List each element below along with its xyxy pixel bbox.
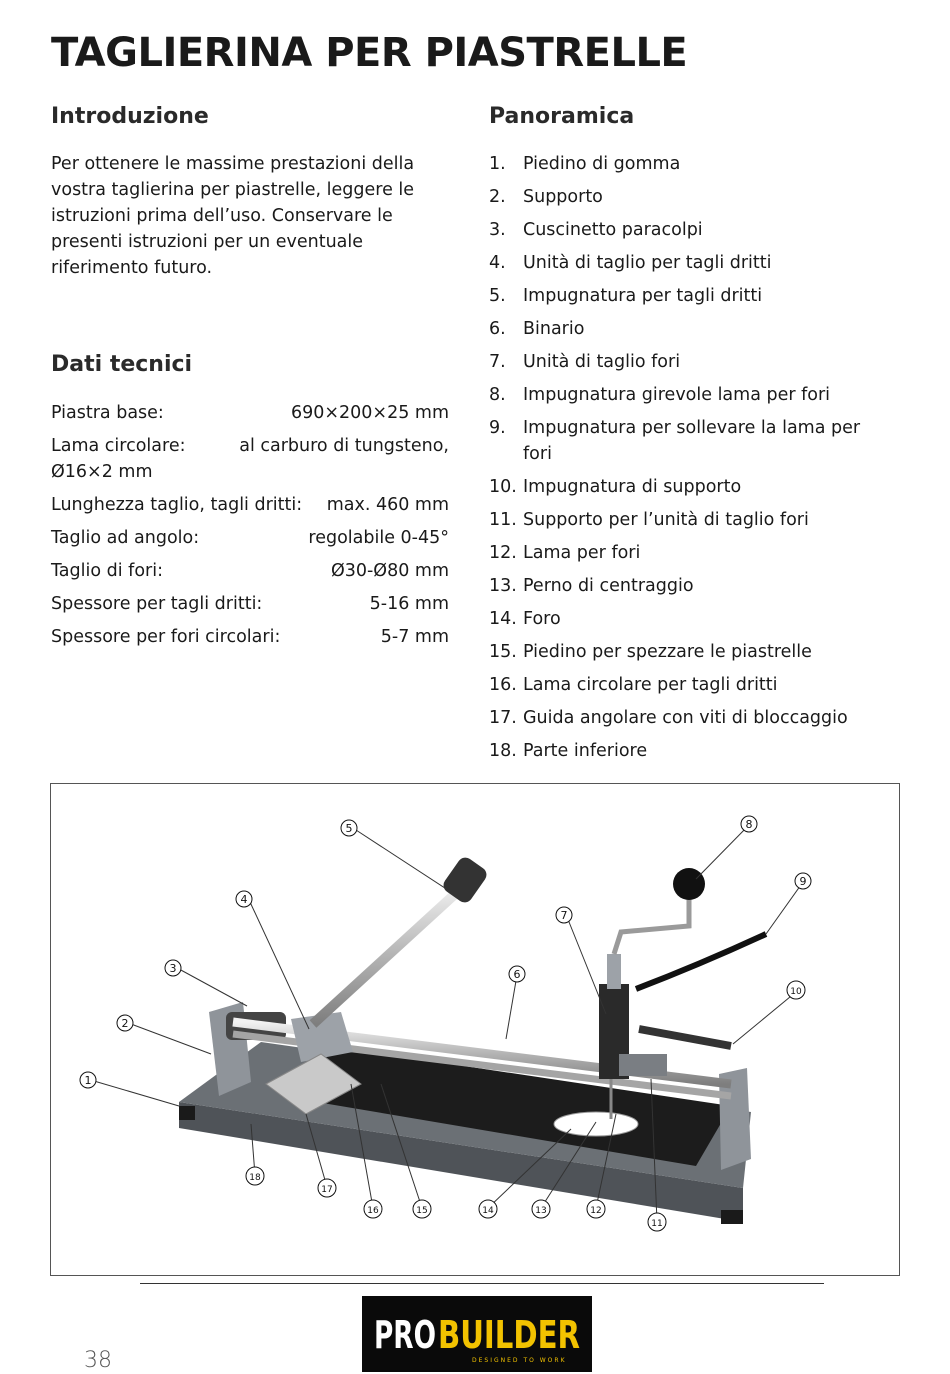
list-item: 4. Unità di taglio per tagli dritti xyxy=(489,253,772,273)
spec-label: Spessore per tagli dritti: xyxy=(51,594,263,614)
callout-16 xyxy=(364,1200,382,1218)
probuilder-logo xyxy=(362,1296,592,1372)
list-item: 9. Impugnatura per sollevare la lama per fori xyxy=(489,418,861,464)
spec-value: Ø30-Ø80 mm xyxy=(330,561,449,581)
rubber-foot xyxy=(179,1106,195,1120)
spec-value: 5-7 mm xyxy=(380,627,449,647)
callout-5 xyxy=(341,820,357,836)
spec-row xyxy=(51,433,449,485)
svg-text:10: 10 xyxy=(790,987,802,997)
logo-text-pro: PRO xyxy=(374,1313,436,1357)
callout-15 xyxy=(413,1200,431,1218)
list-item: 18. Parte inferiore xyxy=(489,741,648,761)
spec-label: Piastra base: xyxy=(51,403,164,423)
intro-heading: Introduzione xyxy=(51,104,209,129)
svg-text:18: 18 xyxy=(249,1173,261,1183)
callout-8 xyxy=(741,816,757,832)
svg-text:9: 9 xyxy=(799,875,807,888)
list-item: 10. Impugnatura di supporto xyxy=(489,477,742,497)
svg-text:13: 13 xyxy=(535,1206,547,1216)
logo-tagline: DESIGNED TO WORK xyxy=(472,1357,567,1364)
svg-text:6: 6 xyxy=(513,968,521,981)
spec-row xyxy=(51,591,449,617)
svg-text:15: 15 xyxy=(416,1206,428,1216)
page-title: TAGLIERINA PER PIASTRELLE xyxy=(51,30,688,76)
callout-2 xyxy=(117,1015,133,1031)
intro-text: Per ottenere le massime prestazioni della vostra taglierina per piastrelle, leggere le istruzioni prima dell’uso. Conservare le presenti istruzioni per un eventuale riferimento futuro. xyxy=(51,154,415,278)
svg-text:1: 1 xyxy=(84,1074,92,1087)
svg-text:17: 17 xyxy=(321,1185,333,1195)
list-item: 14. Foro xyxy=(489,609,561,629)
spec-value: max. 460 mm xyxy=(326,495,449,515)
page-number: 38 xyxy=(84,1348,112,1373)
svg-text:3: 3 xyxy=(169,962,177,975)
spec-label: Spessore per fori circolari: xyxy=(51,627,281,647)
svg-text:2: 2 xyxy=(121,1017,129,1030)
svg-text:5: 5 xyxy=(345,822,353,835)
svg-text:4: 4 xyxy=(240,893,248,906)
list-item: 7. Unità di taglio fori xyxy=(489,352,681,372)
svg-text:16: 16 xyxy=(367,1206,379,1216)
logo-text-builder: BUILDER xyxy=(438,1313,580,1357)
callout-13 xyxy=(532,1200,550,1218)
list-item: 12. Lama per fori xyxy=(489,543,641,563)
spec-row xyxy=(51,492,449,518)
spec-row xyxy=(51,624,449,650)
spec-label: Taglio di fori: xyxy=(51,561,163,581)
spec-value: 690×200×25 mm xyxy=(290,403,449,423)
spec-label: Lama circolare: xyxy=(51,436,186,456)
spec-value: 5-16 mm xyxy=(369,594,449,614)
callout-12 xyxy=(587,1200,605,1218)
list-item: 15. Piedino per spezzare le piastrelle xyxy=(489,642,812,662)
list-item: 2. Supporto xyxy=(489,187,603,207)
callout-18 xyxy=(246,1167,264,1185)
list-item: 17. Guida angolare con viti di bloccaggio xyxy=(489,708,848,728)
spec-row xyxy=(51,400,449,426)
spec-row xyxy=(51,558,449,584)
spec-value: regolabile 0-45° xyxy=(308,528,449,548)
callout-7 xyxy=(556,907,572,923)
svg-text:11: 11 xyxy=(651,1219,663,1229)
specs-heading: Dati tecnici xyxy=(51,352,193,377)
tile-cutter-illustration xyxy=(51,784,899,1275)
callout-3 xyxy=(165,960,181,976)
spec-value-continued: Ø16×2 mm xyxy=(51,462,153,482)
callout-9 xyxy=(795,873,811,889)
hole-opening xyxy=(554,1112,638,1136)
callout-10 xyxy=(787,981,805,999)
svg-text:14: 14 xyxy=(482,1206,494,1216)
callout-1 xyxy=(80,1072,96,1088)
callout-17 xyxy=(318,1179,336,1197)
specs-table xyxy=(51,400,449,657)
callout-4 xyxy=(236,891,252,907)
list-item: 5. Impugnatura per tagli dritti xyxy=(489,286,763,306)
spec-label: Taglio ad angolo: xyxy=(51,528,200,548)
list-item: 16. Lama circolare per tagli dritti xyxy=(489,675,778,695)
callout-14 xyxy=(479,1200,497,1218)
overview-heading: Panoramica xyxy=(489,104,635,129)
list-item: 6. Binario xyxy=(489,319,585,339)
svg-text:7: 7 xyxy=(560,909,568,922)
list-item: 13. Perno di centraggio xyxy=(489,576,694,596)
parts-list xyxy=(489,151,889,771)
svg-text:12: 12 xyxy=(590,1206,602,1216)
list-item: 11. Supporto per l’unità di taglio fori xyxy=(489,510,809,530)
list-item: 1. Piedino di gomma xyxy=(489,154,681,174)
tile-cutter-diagram xyxy=(50,783,900,1276)
spec-row xyxy=(51,525,449,551)
spec-label: Lunghezza taglio, tagli dritti: xyxy=(51,495,303,515)
footer-divider xyxy=(140,1283,824,1284)
svg-text:8: 8 xyxy=(745,818,753,831)
callout-11 xyxy=(648,1213,666,1231)
spec-value: al carburo di tungsteno, xyxy=(239,436,449,456)
list-item: 8. Impugnatura girevole lama per fori xyxy=(489,385,831,405)
callout-6 xyxy=(509,966,525,982)
list-item: 3. Cuscinetto paracolpi xyxy=(489,220,703,240)
